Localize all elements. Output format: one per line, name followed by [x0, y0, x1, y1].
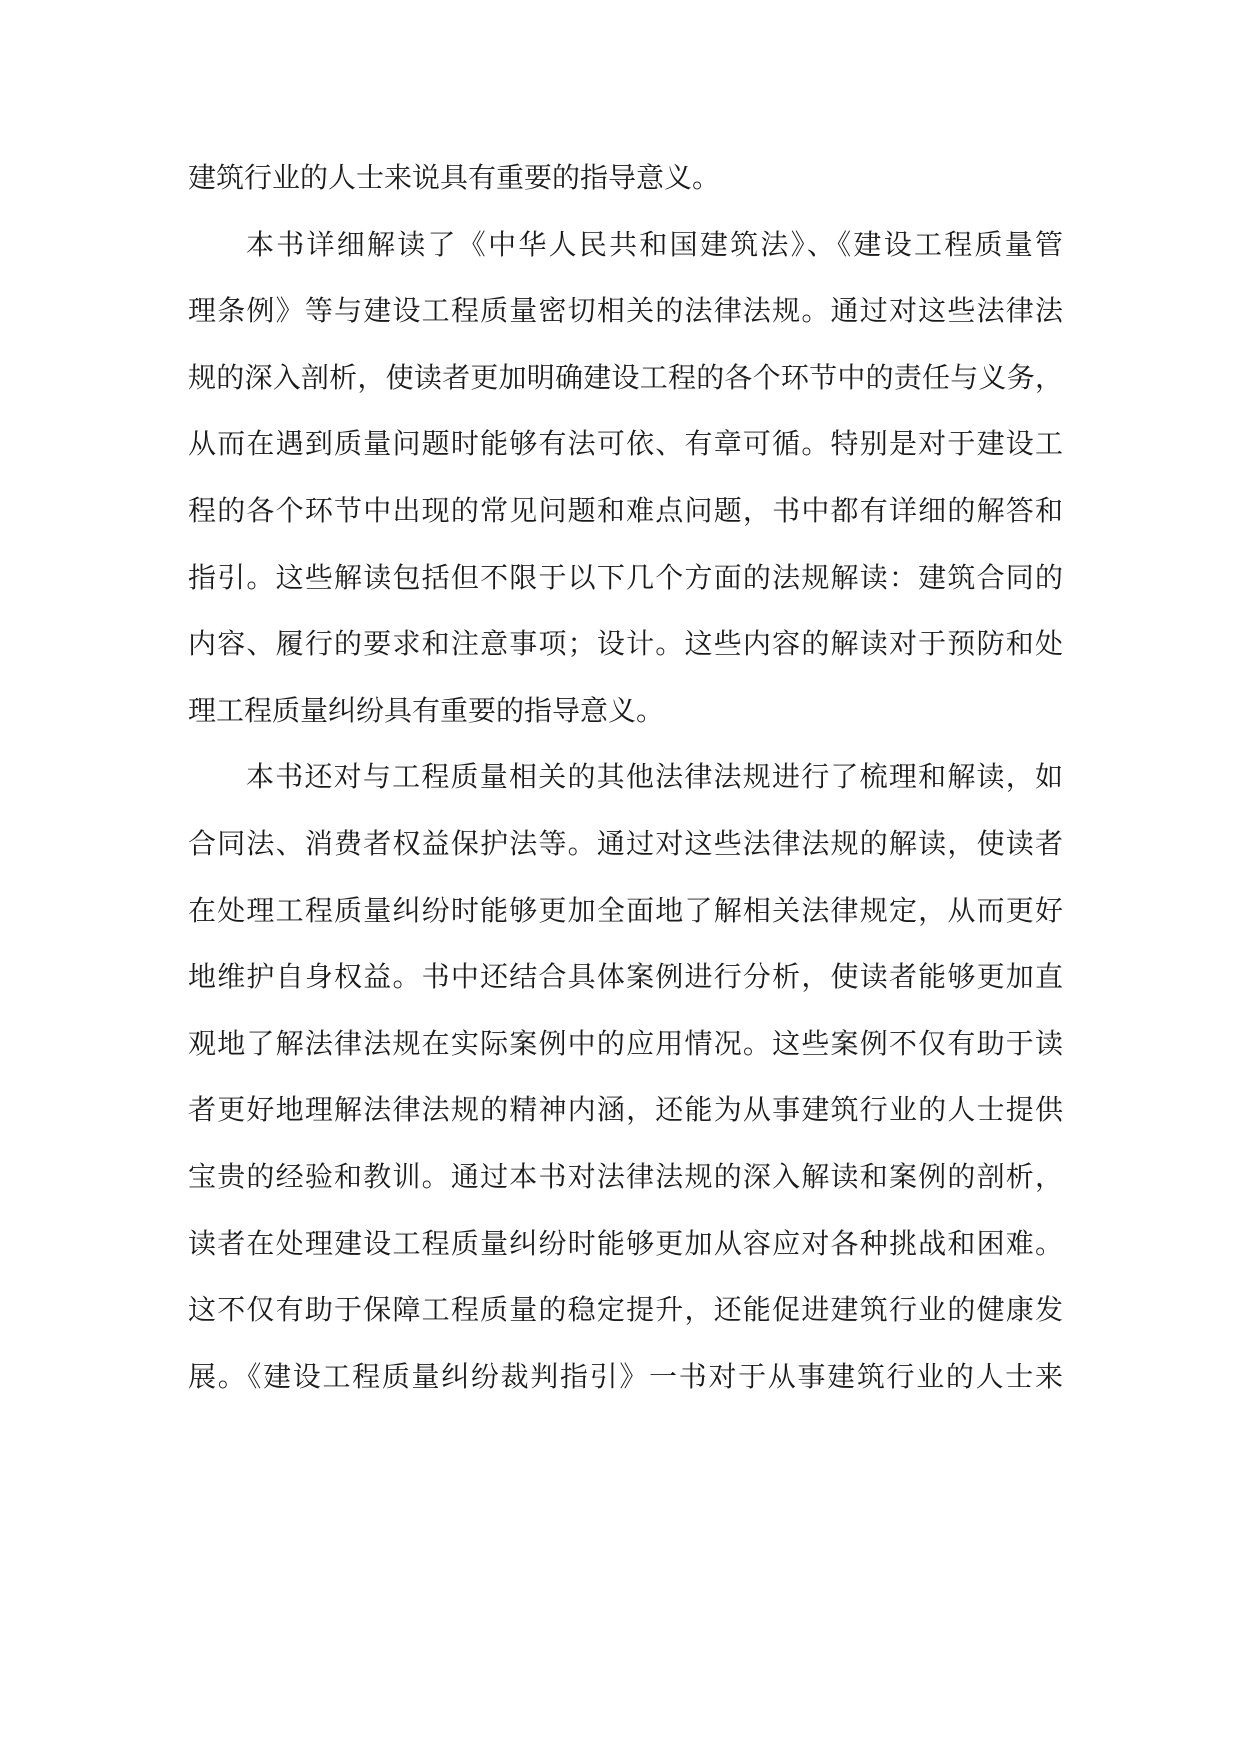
paragraph-3-line-1: 本书还对与工程质量相关的其他法律法规进行了梳理和解读，如	[246, 760, 1063, 794]
paragraph-3-line-4: 地维护自身权益。书中还结合具体案例进行分析，使读者能够更加直	[188, 960, 1063, 994]
paragraph-3-line-7: 宝贵的经验和教训。通过本书对法律法规的深入解读和案例的剖析，	[188, 1159, 1063, 1193]
paragraph-2-line-1: 本书详细解读了《中华人民共和国建筑法》、《建设工程质量管	[246, 227, 1063, 261]
paragraph-2-line-5: 程的各个环节中出现的常见问题和难点问题，书中都有详细的解答和	[188, 493, 1063, 527]
paragraph-2-line-6: 指引。这些解读包括但不限于以下几个方面的法规解读：建筑合同的	[188, 560, 1063, 594]
paragraph-2-line-8: 理工程质量纠纷具有重要的指导意义。	[188, 693, 665, 727]
paragraph-3-line-5: 观地了解法律法规在实际案例中的应用情况。这些案例不仅有助于读	[188, 1026, 1063, 1060]
paragraph-3-line-3: 在处理工程质量纠纷时能够更加全面地了解相关法律规定，从而更好	[188, 893, 1063, 927]
paragraph-2-line-3: 规的深入剖析，使读者更加明确建设工程的各个环节中的责任与义务，	[188, 360, 1063, 394]
paragraph-2-line-7: 内容、履行的要求和注意事项；设计。这些内容的解读对于预防和处	[188, 627, 1063, 661]
paragraph-3-line-9: 这不仅有助于保障工程质量的稳定提升，还能促进建筑行业的健康发	[188, 1293, 1063, 1327]
paragraph-2-line-2: 理条例》等与建设工程质量密切相关的法律法规。通过对这些法律法	[188, 294, 1063, 328]
paragraph-1-line-1: 建筑行业的人士来说具有重要的指导意义。	[188, 161, 721, 194]
paragraph-3-line-10: 展。《建设工程质量纠纷裁判指引》一书对于从事建筑行业的人士来	[188, 1359, 1063, 1393]
paragraph-3-line-2: 合同法、消费者权益保护法等。通过对这些法律法规的解读，使读者	[188, 826, 1063, 860]
paragraph-3-line-6: 者更好地理解法律法规的精神内涵，还能为从事建筑行业的人士提供	[188, 1093, 1063, 1127]
body-text	[188, 145, 1063, 1410]
paragraph-2-line-4: 从而在遇到质量问题时能够有法可依、有章可循。特别是对于建设工	[188, 427, 1063, 461]
paragraph-3-line-8: 读者在处理建设工程质量纠纷时能够更加从容应对各种挑战和困难。	[188, 1226, 1063, 1260]
